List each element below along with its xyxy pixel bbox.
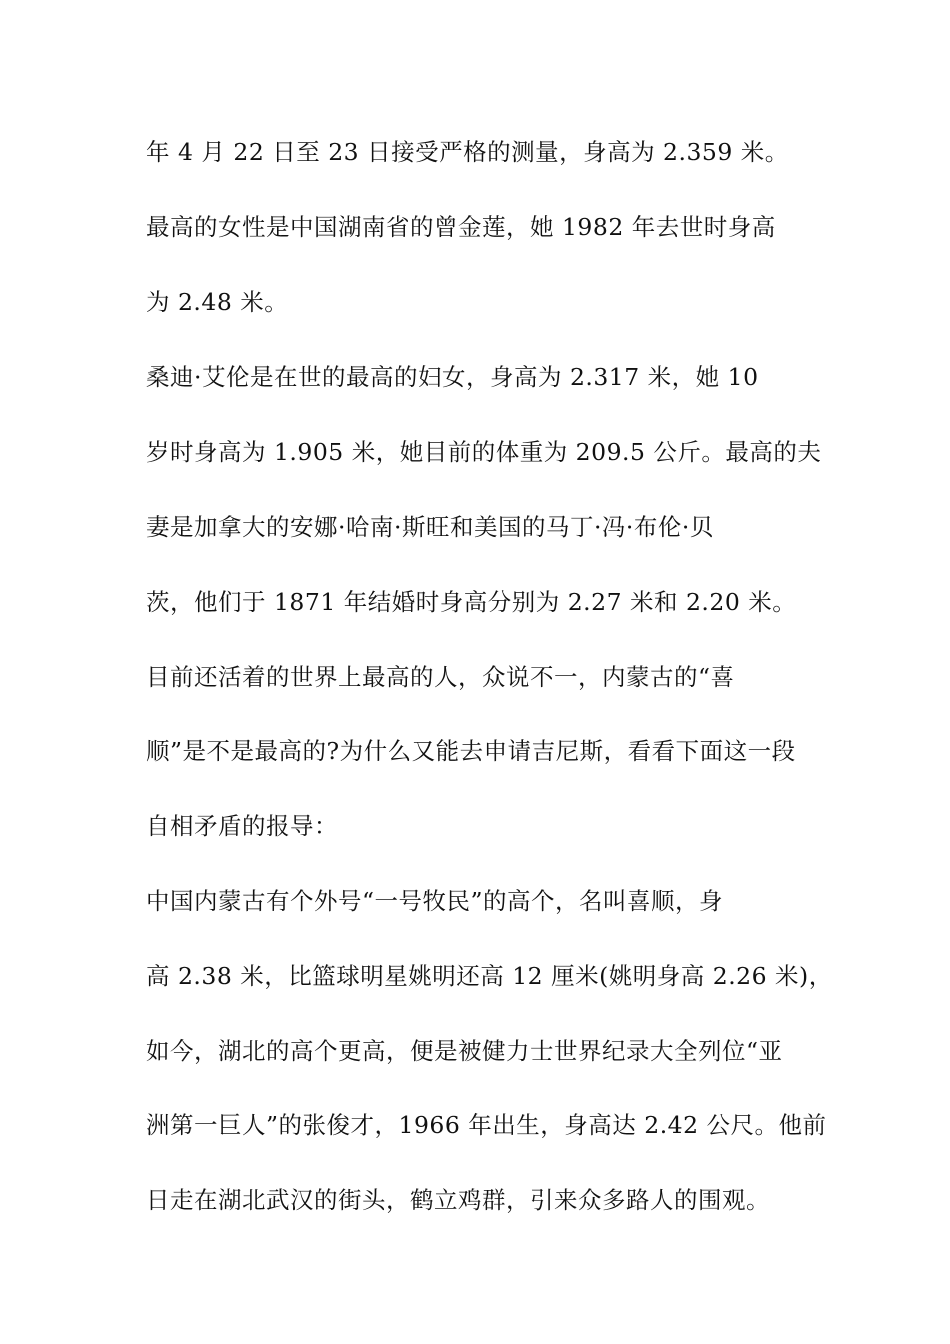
text-line: 年 4 月 22 日至 23 日接受严格的测量，身高为 2.359 米。 (146, 138, 789, 166)
text-line: 茨，他们于 1871 年结婚时身高分别为 2.27 米和 2.20 米。 (146, 588, 797, 616)
text-line: 顺”是不是最高的?为什么又能去申请吉尼斯，看看下面这一段 (146, 737, 796, 765)
text-line: 高 2.38 米，比篮球明星姚明还高 12 厘米(姚明身高 2.26 米)， (146, 962, 833, 990)
text-line: 如今，湖北的高个更高，便是被健力士世界纪录大全列位“亚 (146, 1037, 783, 1065)
text-line: 日走在湖北武汉的街头，鹤立鸡群，引来众多路人的围观。 (146, 1186, 770, 1214)
text-line: 妻是加拿大的安娜·哈南·斯旺和美国的马丁·冯·布伦·贝 (146, 513, 714, 541)
text-line: 自相矛盾的报导： (146, 812, 338, 840)
text-line: 最高的女性是中国湖南省的曾金莲，她 1982 年去世时身高 (146, 213, 776, 241)
text-line: 洲第一巨人”的张俊才，1966 年出生，身高达 2.42 公尺。他前 (146, 1111, 827, 1139)
text-line: 岁时身高为 1.905 米，她目前的体重为 209.5 公斤。最高的夫 (146, 438, 822, 466)
text-line: 中国内蒙古有个外号“一号牧民”的高个，名叫喜顺，身 (146, 887, 724, 915)
text-line: 为 2.48 米。 (146, 288, 289, 316)
text-line: 桑迪·艾伦是在世的最高的妇女，身高为 2.317 米，她 10 (146, 363, 759, 391)
text-line: 目前还活着的世界上最高的人，众说不一，内蒙古的“喜 (146, 663, 735, 691)
